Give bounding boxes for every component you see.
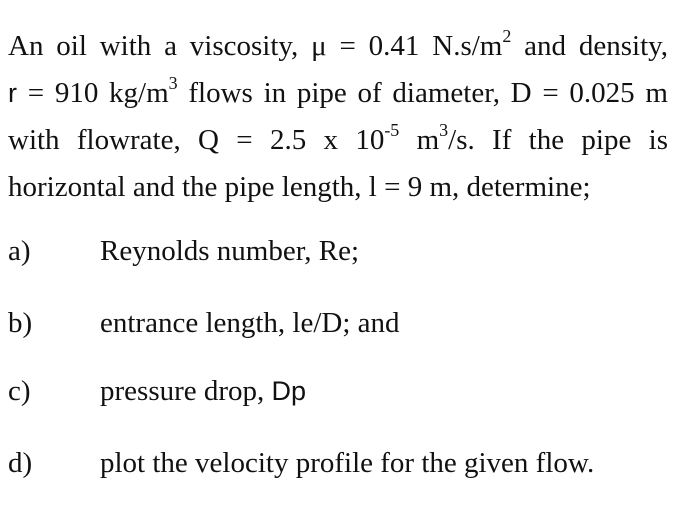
line2-superscript: 3 <box>168 72 178 93</box>
item-text: plot the velocity profile for the given flow. <box>100 447 595 479</box>
line3-text-b: m <box>399 124 440 156</box>
line3-exponent: -5 <box>384 119 400 140</box>
line3-text-a: with flowrate, Q = 2.5 x 10 <box>8 124 385 156</box>
line2-text-a: = 910 kg/m <box>17 77 169 109</box>
statement-line-2 <box>8 74 668 121</box>
line1-text-b: and density, <box>511 30 668 62</box>
list-item <box>8 372 306 410</box>
line3-superscript: 3 <box>439 119 449 140</box>
line1-text-a: An oil with a viscosity, μ = 0.41 N.s/m <box>8 30 503 62</box>
item-marker: c) <box>8 375 31 407</box>
line3-text-c: /s. If the pipe is <box>448 124 668 156</box>
line2-text-b: flows in pipe of diameter, D = 0.025 m <box>177 77 668 109</box>
item-marker: b) <box>8 307 33 339</box>
line4-text: horizontal and the pipe length, l = 9 m, determine; <box>8 171 591 203</box>
item-marker: a) <box>8 235 31 267</box>
problem-statement <box>8 27 668 215</box>
pressure-drop-symbol: Dp <box>271 376 307 406</box>
density-symbol: r <box>8 78 17 108</box>
list-item <box>8 232 359 270</box>
item-text: pressure drop, <box>100 375 272 407</box>
list-item <box>8 444 594 482</box>
item-marker: d) <box>8 447 33 479</box>
statement-line-4 <box>8 168 668 215</box>
line1-superscript: 2 <box>502 25 512 46</box>
item-text: entrance length, le/D; and <box>100 307 400 339</box>
list-item <box>8 304 400 342</box>
statement-line-3 <box>8 121 668 168</box>
item-text: Reynolds number, Re; <box>100 235 360 267</box>
statement-line-1 <box>8 27 668 74</box>
